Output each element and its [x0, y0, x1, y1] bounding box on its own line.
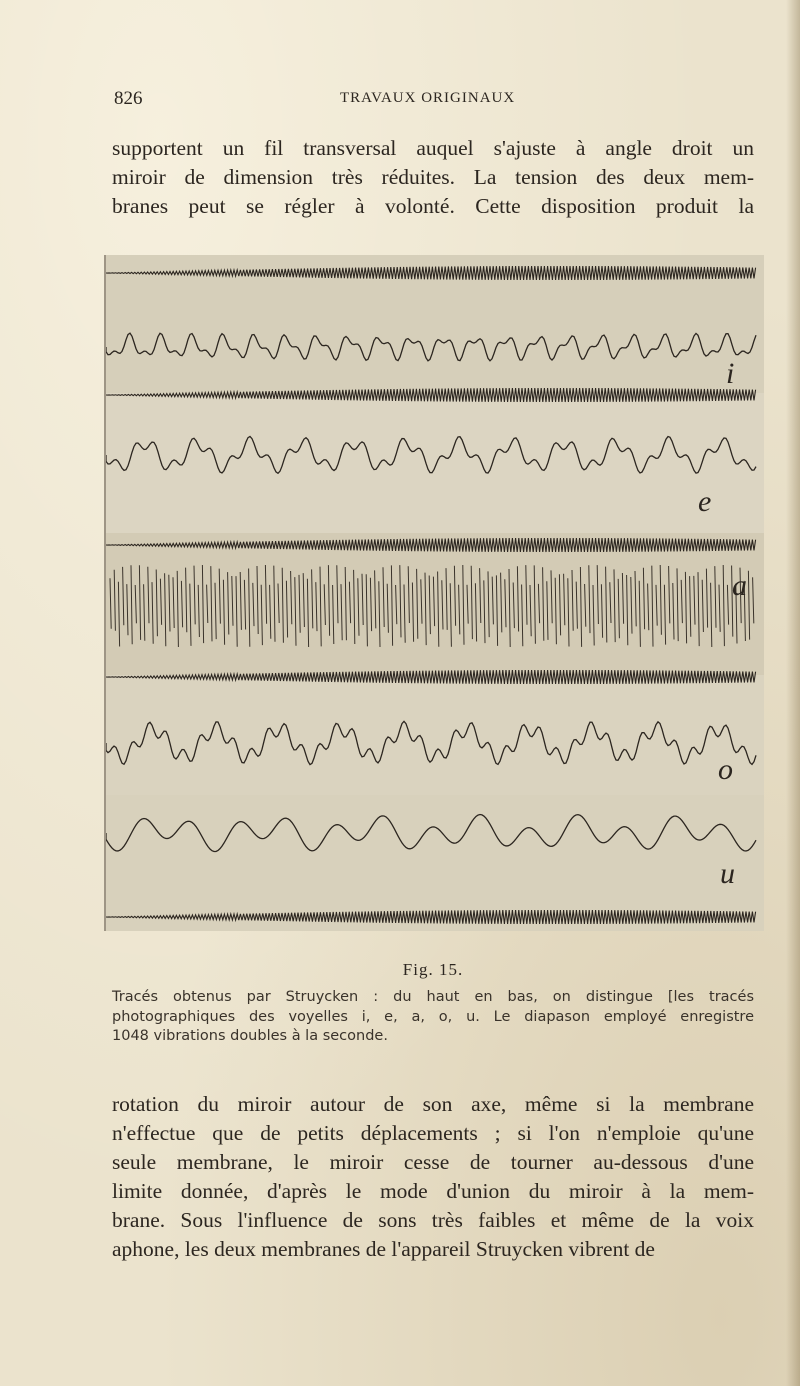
- band-a: [106, 533, 764, 675]
- text-line: limite donnée, d'après le mode d'union du miroir à la mem-: [112, 1179, 754, 1203]
- caption-line: 1048 vibrations doubles à la seconde.: [112, 1028, 388, 1044]
- vowel-label-o: o: [718, 753, 733, 786]
- trace-plate: [106, 255, 764, 931]
- band-u: [106, 795, 764, 931]
- band-e: [106, 393, 764, 533]
- figure-vowel-traces: [104, 255, 764, 931]
- text-line: supportent un fil transversal auquel s'ajuste à angle droit un: [112, 136, 754, 160]
- trace-group: [106, 255, 764, 931]
- caption-line: photographiques des voyelles i, e, a, o, u. Le diapason employé enregistre: [112, 1008, 754, 1025]
- page-number: 826: [114, 88, 143, 109]
- paragraph-bottom: [112, 1090, 754, 1264]
- paragraph-top: [112, 134, 754, 221]
- running-title: TRAVAUX ORIGINAUX: [340, 90, 516, 106]
- text-line: rotation du miroir autour de son axe, même si la membrane: [112, 1092, 754, 1116]
- caption-line: Tracés obtenus par Struycken : du haut en bas, on distingue [les tracés: [112, 989, 754, 1005]
- page-header: [112, 88, 752, 118]
- band-o: [106, 675, 764, 795]
- text-line: brane. Sous l'influence de sons très faibles et même de la voix: [112, 1208, 754, 1232]
- vowel-label-i: i: [726, 357, 735, 390]
- vowel-label-a: a: [732, 569, 747, 602]
- vowel-label-u: u: [720, 857, 735, 890]
- page-edge-shadow: [786, 0, 800, 1386]
- text-line: branes peut se régler à volonté. Cette disposition produit la: [112, 194, 754, 218]
- figure-caption: [112, 988, 754, 1047]
- text-line: miroir de dimension très réduites. La tension des deux mem-: [112, 165, 754, 189]
- text-line: n'effectue que de petits déplacements ; si l'on n'emploie qu'une: [112, 1121, 754, 1145]
- text-line: seule membrane, le miroir cesse de tourner au-dessous d'une: [112, 1150, 754, 1174]
- text-line: aphone, les deux membranes de l'appareil Struycken vibrent de: [112, 1237, 655, 1261]
- vowel-label-e: e: [698, 485, 712, 518]
- figure-caption-title: Fig. 15.: [402, 960, 464, 979]
